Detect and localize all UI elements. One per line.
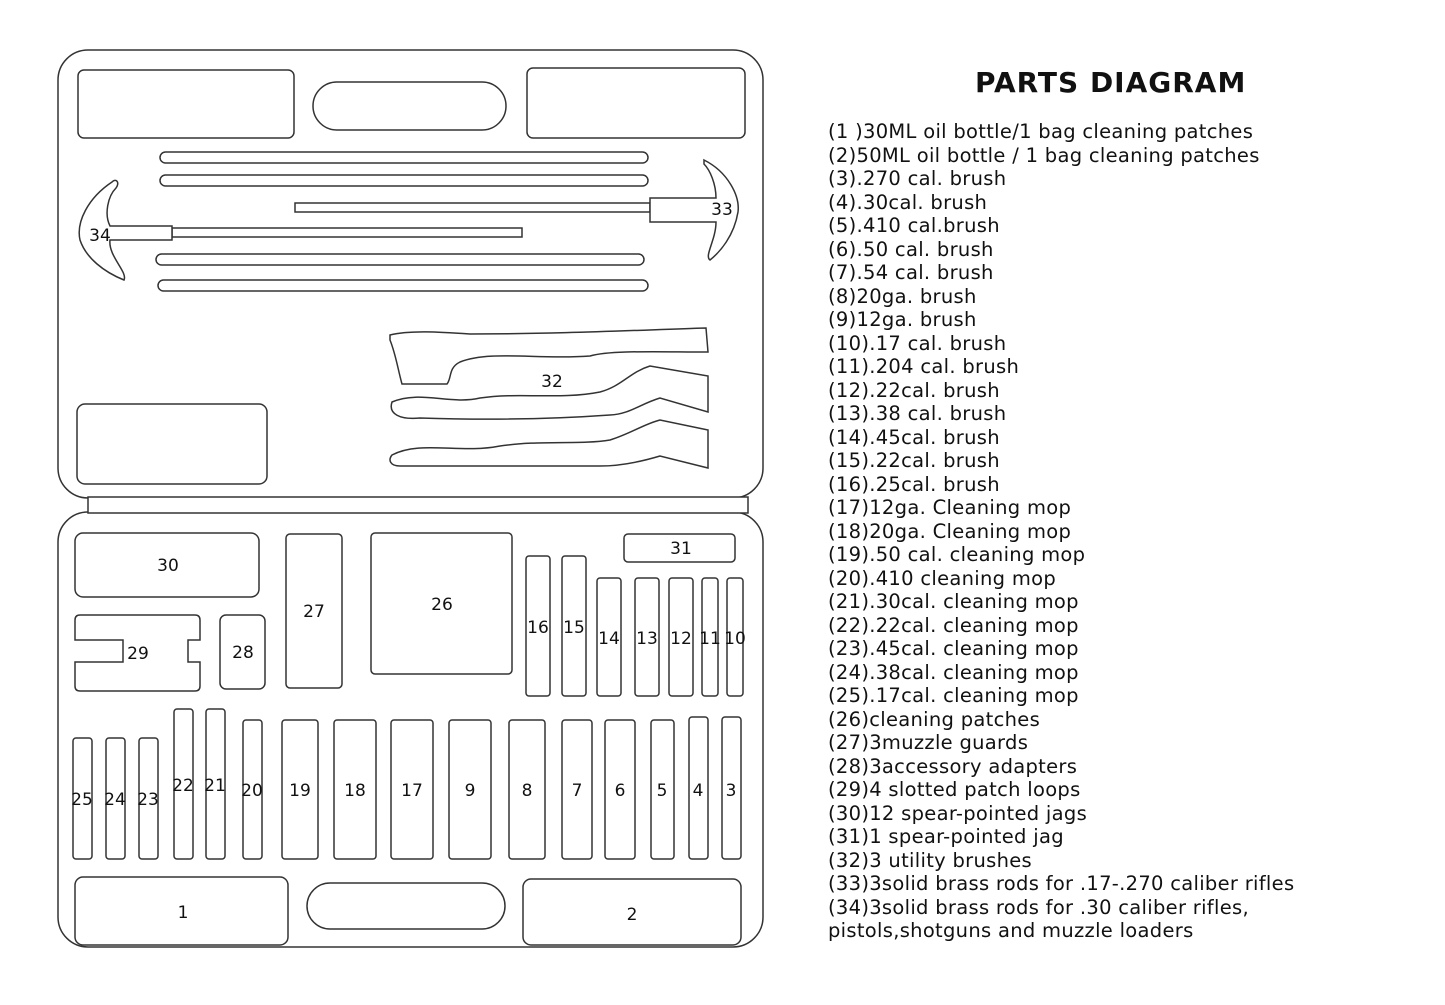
label-19: 19: [289, 781, 311, 801]
legend-item-21: (21).30cal. cleaning mop: [828, 590, 1079, 613]
upper-center-compartment: [313, 82, 506, 130]
label-25: 25: [71, 790, 93, 810]
legend-item-18: (18)20ga. Cleaning mop: [828, 519, 1072, 543]
upper-left-compartment: [78, 70, 294, 138]
label-33: 33: [711, 200, 733, 220]
legend-item-16: (16).25cal. brush: [828, 472, 1000, 496]
rod-slot: [156, 254, 644, 265]
legend-item-32: (32)3 utility brushes: [828, 848, 1033, 872]
legend-item-17: (17)12ga. Cleaning mop: [828, 496, 1072, 519]
label-14: 14: [598, 629, 620, 649]
label-5: 5: [656, 781, 668, 801]
legend-item-22: (22).22cal. cleaning mop: [828, 613, 1079, 637]
legend-item-13: (13).38 cal. brush: [828, 402, 1007, 425]
legend-item-23: (23).45cal. cleaning mop: [828, 637, 1079, 660]
legend-item-20: (20).410 cleaning mop: [828, 566, 1057, 590]
label-21: 21: [204, 776, 226, 796]
label-34: 34: [89, 226, 111, 246]
label-29: 29: [127, 644, 149, 664]
rod-slot: [172, 228, 522, 237]
legend-item-1: (1 )30ML oil bottle/1 bag cleaning patches: [828, 120, 1254, 143]
label-15: 15: [563, 618, 585, 638]
label-26: 26: [431, 595, 453, 615]
label-32: 32: [541, 372, 563, 392]
legend-item-5: (5).410 cal.brush: [828, 214, 1000, 237]
legend-item-2: (2)50ML oil bottle / 1 bag cleaning patches: [828, 143, 1260, 167]
label-12: 12: [670, 629, 692, 649]
label-27: 27: [303, 602, 325, 622]
legend-item-19: (19).50 cal. cleaning mop: [828, 543, 1086, 566]
parts-diagram-title: PARTS DIAGRAM: [975, 66, 1247, 99]
label-22: 22: [172, 776, 194, 796]
label-30: 30: [157, 556, 179, 576]
rod-slot: [158, 280, 648, 291]
legend-item-7: (7).54 cal. brush: [828, 261, 994, 284]
legend-item-29: (29)4 slotted patch loops: [828, 778, 1081, 801]
case-hinge: [88, 497, 748, 513]
legend-item-31: (31)1 spear-pointed jag: [828, 825, 1064, 848]
legend-item-12: (12).22cal. brush: [828, 378, 1000, 402]
legend-item-24: (24).38cal. cleaning mop: [828, 660, 1079, 684]
legend-item-10: (10).17 cal. brush: [828, 331, 1007, 355]
legend-item-26: (26)cleaning patches: [828, 707, 1041, 731]
label-24: 24: [104, 790, 126, 810]
label-13: 13: [636, 629, 658, 649]
label-1: 1: [177, 903, 189, 923]
legend-item-14: (14).45cal. brush: [828, 425, 1000, 449]
parts-legend: [828, 120, 1428, 943]
rod-slot: [295, 203, 650, 212]
label-3: 3: [725, 781, 737, 801]
label-6: 6: [614, 781, 626, 801]
legend-item-33: (33)3solid brass rods for .17-.270 caliber rifles: [828, 872, 1295, 895]
upper-bottom-left-compartment: [77, 404, 267, 484]
legend-item-28: (28)3accessory adapters: [828, 754, 1078, 778]
label-7: 7: [571, 781, 583, 801]
label-2: 2: [626, 905, 638, 925]
rod-slot: [160, 152, 648, 163]
label-28: 28: [232, 643, 254, 663]
legend-item-15: (15).22cal. brush: [828, 449, 1000, 472]
legend-item-4: (4).30cal. brush: [828, 190, 988, 214]
label-16: 16: [527, 618, 549, 638]
label-18: 18: [344, 781, 366, 801]
label-20: 20: [241, 781, 263, 801]
upper-right-compartment: [527, 68, 745, 138]
label-17: 17: [401, 781, 423, 801]
label-8: 8: [521, 781, 533, 801]
legend-item-3: (3).270 cal. brush: [828, 167, 1007, 190]
legend-item-34: (34)3solid brass rods for .30 caliber rifles, pistols,shotguns and muzzle loaders: [828, 895, 1249, 942]
label-4: 4: [692, 781, 704, 801]
label-9: 9: [464, 781, 476, 801]
label-11: 11: [699, 629, 721, 649]
compartment-center-bottom: [307, 883, 505, 929]
legend-item-6: (6).50 cal. brush: [828, 237, 994, 261]
legend-item-11: (11).204 cal. brush: [828, 355, 1020, 378]
legend-item-27: (27)3muzzle guards: [828, 731, 1029, 754]
legend-item-30: (30)12 spear-pointed jags: [828, 801, 1088, 825]
label-23: 23: [137, 790, 159, 810]
label-10: 10: [724, 629, 746, 649]
legend-item-9: (9)12ga. brush: [828, 308, 977, 331]
label-31: 31: [670, 539, 692, 559]
legend-item-8: (8)20ga. brush: [828, 284, 977, 308]
legend-item-25: (25).17cal. cleaning mop: [828, 684, 1079, 707]
rod-slot: [160, 175, 648, 186]
